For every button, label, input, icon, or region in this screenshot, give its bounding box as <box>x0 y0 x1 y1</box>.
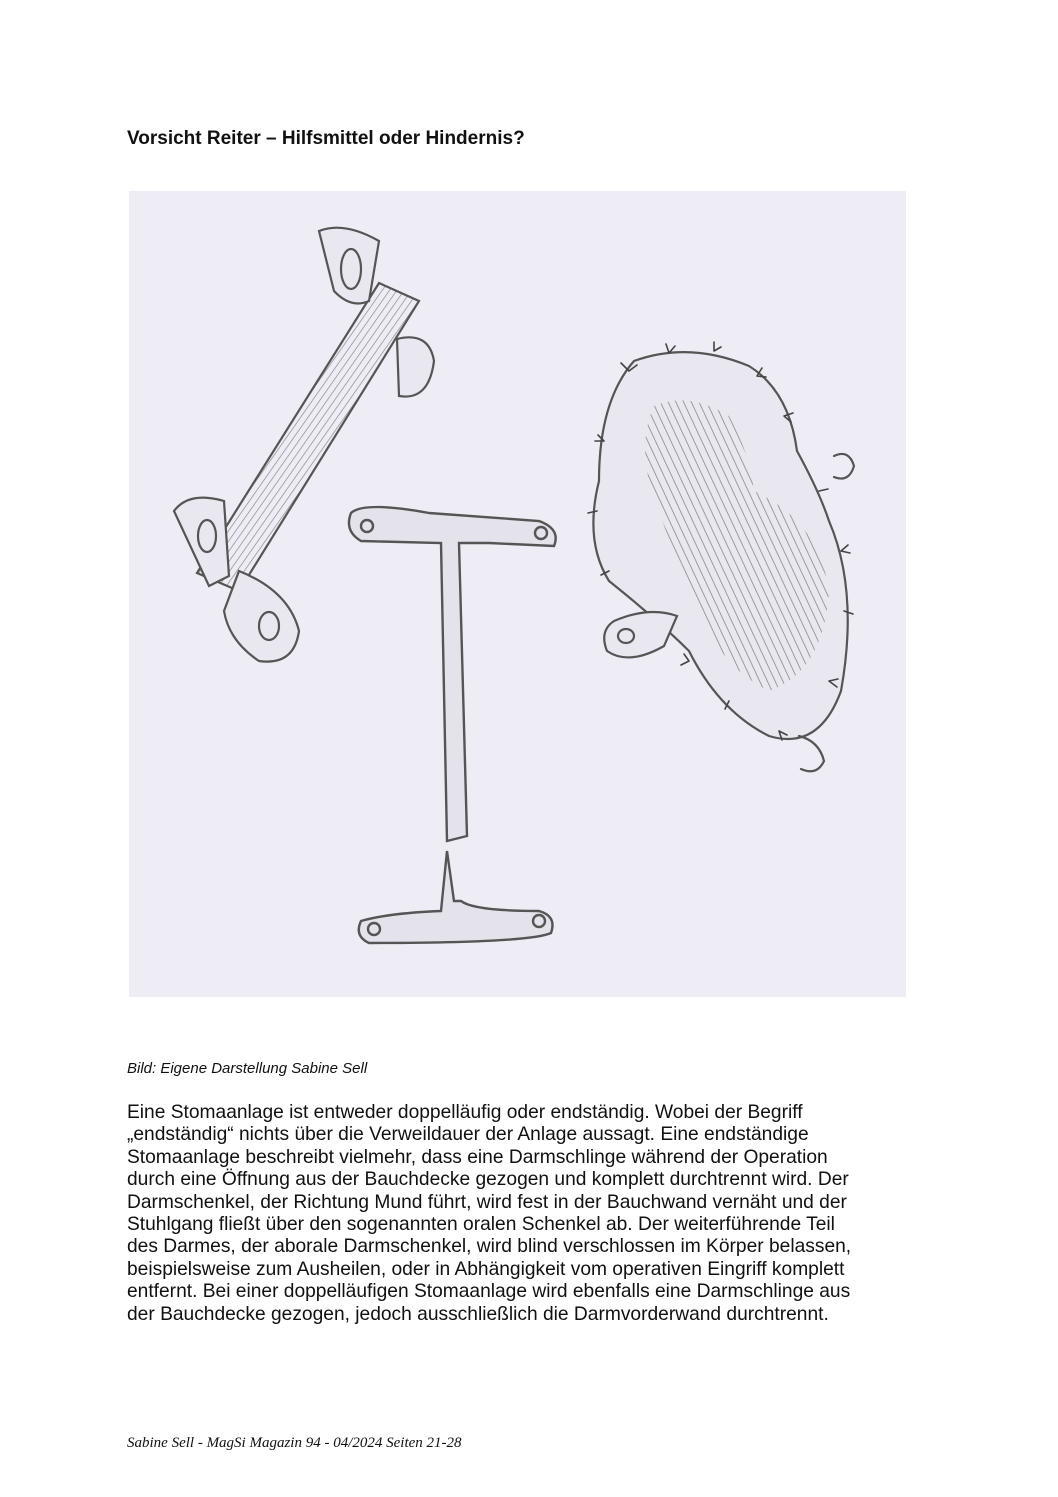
stoma-plate-sketch <box>588 342 854 771</box>
body-line: Stomaanlage beschreibt vielmehr, dass eine Darmschlinge während der Operation <box>127 1146 828 1168</box>
page-title: Vorsicht Reiter – Hilfsmittel oder Hindernis? <box>127 128 525 149</box>
body-line: des Darmes, der aborale Darmschenkel, wird blind verschlossen im Körper belassen, <box>127 1236 852 1258</box>
body-line: Stuhlgang fließt über den sogenannten oralen Schenkel ab. Der weiterführende Teil <box>127 1214 835 1236</box>
body-line: Eine Stomaanlage ist entweder doppelläufig oder endständig. Wobei der Begriff <box>127 1102 803 1123</box>
body-line: Darmschenkel, der Richtung Mund führt, wird fest in der Bauchwand vernäht und der <box>127 1191 847 1213</box>
diagonal-rod-sketch <box>174 228 434 662</box>
body-line: durch eine Öffnung aus der Bauchdecke gezogen und komplett durchtrennt wird. Der <box>127 1169 849 1191</box>
body-line: der Bauchdecke gezogen, jedoch ausschließlich die Darmvorderwand durchtrennt. <box>127 1303 829 1325</box>
t-rod-sketch <box>349 507 556 943</box>
page-footer: Sabine Sell - MagSi Magazin 94 - 04/2024 Seiten 21-28 <box>127 1435 462 1451</box>
stoma-rods-sketch <box>129 191 906 997</box>
body-line: beispielsweise zum Ausheilen, oder in Abhängigkeit vom operativen Eingriff komplett <box>127 1258 845 1280</box>
body-paragraph <box>127 1102 937 1326</box>
sketch-figure <box>129 191 906 997</box>
body-line: entfernt. Bei einer doppelläufigen Stomaanlage wird ebenfalls eine Darmschlinge aus <box>127 1281 851 1303</box>
figure-caption: Bild: Eigene Darstellung Sabine Sell <box>127 1060 368 1077</box>
body-line: „endständig“ nichts über die Verweildauer der Anlage aussagt. Eine endständige <box>127 1124 809 1146</box>
